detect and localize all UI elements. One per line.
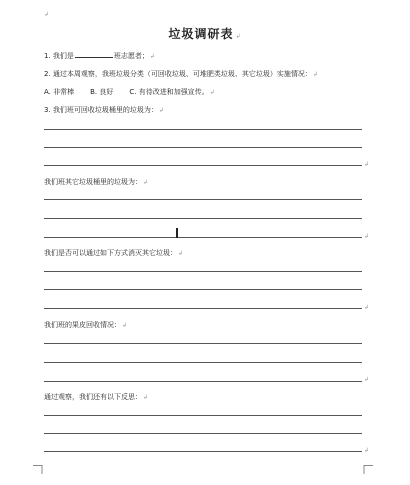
answer-line[interactable] [44,147,362,148]
document-title [0,25,410,42]
paragraph-mark: ↲ [364,161,370,168]
paragraph-mark: ↲ [143,179,149,186]
section-eliminate-waste-text: 我们是否可以通过如下方式消灭其它垃圾： [44,249,177,257]
question-2-options [44,88,215,97]
section-other-waste [44,178,148,187]
question-3-text: 3. 我们班可回收垃圾桶里的垃圾为： [44,106,158,114]
question-1-before: 1. 我们是 [44,52,74,60]
paragraph-mark: ↲ [364,447,370,454]
option-a: A. 非常棒 [44,88,75,96]
question-1 [44,51,155,61]
margin-corner-mark [33,465,43,475]
text-cursor [176,228,178,238]
answer-line[interactable] [44,237,362,238]
section-reflection-text: 通过观察，我们还有以下反思： [44,393,142,401]
answer-line[interactable] [44,362,362,363]
section-other-waste-text: 我们班其它垃圾桶里的垃圾为： [44,178,142,186]
answer-line[interactable] [44,271,362,272]
paragraph-mark: ↲ [209,89,215,96]
answer-line[interactable] [44,451,362,452]
question-1-after: 班志愿者； [113,52,149,60]
answer-line[interactable] [44,415,362,416]
option-b: B. 良好 [90,88,114,96]
answer-line[interactable] [44,343,362,344]
option-c: C. 有待改进和加强宣传。 [129,88,209,96]
paragraph-mark: ↲ [364,376,370,383]
section-peel-recycling-text: 我们班的果皮回收情况： [44,321,121,329]
section-reflection [44,393,148,402]
answer-line[interactable] [44,433,362,434]
class-blank[interactable] [75,51,113,58]
paragraph-mark: ↲ [143,394,149,401]
answer-line[interactable] [44,129,362,130]
title-text: 垃圾调研表 [168,27,234,41]
paragraph-mark: ↲ [149,53,155,60]
margin-corner-mark [363,465,373,475]
question-3 [44,106,164,115]
paragraph-mark: ↲ [178,250,184,257]
answer-line[interactable] [44,289,362,290]
paragraph-mark: ↲ [44,11,50,18]
paragraph-mark: ↲ [158,107,164,114]
answer-line[interactable] [44,199,362,200]
answer-line[interactable] [44,165,362,166]
answer-line[interactable] [44,381,362,382]
paragraph-mark: ↲ [235,33,242,40]
paragraph-mark: ↲ [312,71,318,78]
paragraph-mark: ↲ [364,233,370,240]
question-2 [44,70,318,79]
section-peel-recycling [44,321,127,330]
paragraph-mark: ↲ [364,304,370,311]
paragraph-mark: ↲ [122,322,128,329]
question-2-text: 2. 通过本周观察，我班垃圾分类（可回收垃圾、可堆肥类垃圾、其它垃圾）实施情况： [44,70,312,78]
answer-line[interactable] [44,218,362,219]
answer-line[interactable] [44,308,362,309]
section-eliminate-waste [44,249,183,258]
